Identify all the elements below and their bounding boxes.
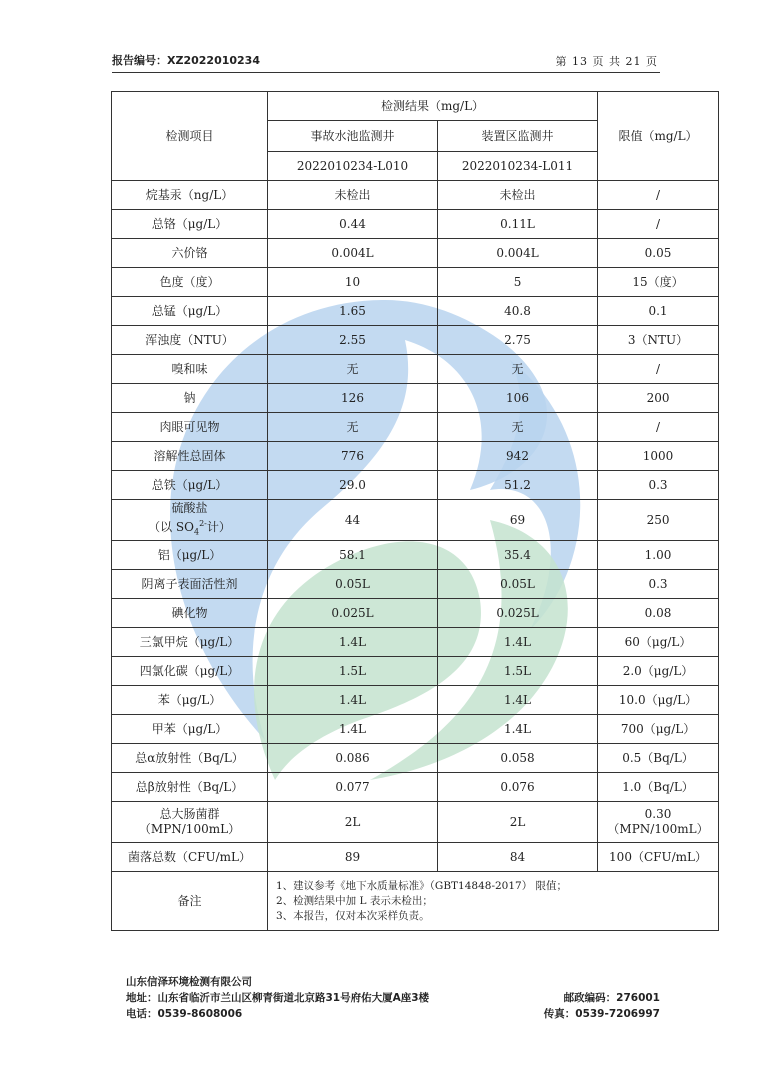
row-value-1: 58.1 [268,541,438,570]
table-row [112,181,719,210]
row-limit: 1.0（Bq/L） [598,773,719,802]
row-value-2: 无 [438,355,598,384]
row-value-1: 89 [268,843,438,872]
table-row [112,413,719,442]
remark-line: 3、本报告，仅对本次采样负责。 [276,909,430,922]
site1-header: 事故水池监测井 [268,121,438,152]
row-limit: / [598,210,719,239]
row-value-2: 84 [438,843,598,872]
row-value-2: 1.4L [438,686,598,715]
company-name: 山东信泽环境检测有限公司 [126,976,252,988]
row-limit: 0.3 [598,570,719,599]
row-limit: 200 [598,384,719,413]
page-footer [126,974,660,1022]
table-row [112,210,719,239]
row-item: 碘化物 [112,599,268,628]
row-item: 总β放射性（Bq/L） [112,773,268,802]
remark-line: 1、建议参考《地下水质量标准》（GBT14848-2017） 限值； [276,879,568,892]
row-value-1: 未检出 [268,181,438,210]
table-row [112,570,719,599]
row-item: 肉眼可见物 [112,413,268,442]
sample1-id: 2022010234-L010 [268,152,438,181]
row-limit: 250 [598,500,719,541]
row-item: 总大肠菌群 （MPN/100mL） [112,802,268,843]
row-value-2: 0.076 [438,773,598,802]
row-value-1: 0.077 [268,773,438,802]
row-value-2: 2.75 [438,326,598,355]
table-row [112,843,719,872]
row-limit: / [598,181,719,210]
row-item: 苯（μg/L） [112,686,268,715]
row-item: 六价铬 [112,239,268,268]
row-limit: 1.00 [598,541,719,570]
item-header: 检测项目 [112,92,268,181]
row-value-1: 44 [268,500,438,541]
row-value-2: 未检出 [438,181,598,210]
row-item: 阴离子表面活性剂 [112,570,268,599]
row-value-1: 1.4L [268,628,438,657]
row-item: 总锰（μg/L） [112,297,268,326]
row-limit: 0.3 [598,471,719,500]
table-row [112,384,719,413]
row-limit: 700（μg/L） [598,715,719,744]
row-limit: 0.30 （MPN/100mL） [598,802,719,843]
row-limit: 0.08 [598,599,719,628]
row-value-2: 0.004L [438,239,598,268]
table-row [112,297,719,326]
row-item: 甲苯（μg/L） [112,715,268,744]
row-value-1: 126 [268,384,438,413]
row-value-1: 2.55 [268,326,438,355]
row-item: 四氯化碳（μg/L） [112,657,268,686]
table-row [112,802,719,843]
remark-line: 2、检测结果中加 L 表示未检出； [276,894,433,907]
row-value-2: 40.8 [438,297,598,326]
row-value-1: 1.65 [268,297,438,326]
row-value-2: 106 [438,384,598,413]
row-value-1: 0.44 [268,210,438,239]
table-row [112,715,719,744]
row-value-2: 1.5L [438,657,598,686]
row-value-1: 0.05L [268,570,438,599]
row-value-2: 1.4L [438,628,598,657]
row-item: 铝（μg/L） [112,541,268,570]
report-number: 报告编号：XZ2022010234 [112,54,260,67]
row-item: 钠 [112,384,268,413]
row-value-2: 942 [438,442,598,471]
table-row [112,628,719,657]
row-value-1: 0.025L [268,599,438,628]
table-row [112,355,719,384]
row-item: 总铬（μg/L） [112,210,268,239]
row-item: 三氯甲烷（μg/L） [112,628,268,657]
table-row [112,599,719,628]
results-table [111,91,719,931]
row-value-2: 35.4 [438,541,598,570]
row-value-2: 0.11L [438,210,598,239]
row-limit: 100（CFU/mL） [598,843,719,872]
page-number: 第 13 页 共 21 页 [555,55,658,68]
result-header: 检测结果（mg/L） [268,92,598,121]
row-value-1: 0.004L [268,239,438,268]
table-row [112,326,719,355]
row-item: 菌落总数（CFU/mL） [112,843,268,872]
row-value-1: 无 [268,355,438,384]
site2-header: 装置区监测井 [438,121,598,152]
row-item: 浑浊度（NTU） [112,326,268,355]
row-item: 溶解性总固体 [112,442,268,471]
row-value-2: 0.058 [438,744,598,773]
page-header [112,50,660,73]
row-value-1: 29.0 [268,471,438,500]
row-value-2: 1.4L [438,715,598,744]
row-limit: 3（NTU） [598,326,719,355]
remarks-text [268,872,719,931]
table-row [112,268,719,297]
row-value-2: 69 [438,500,598,541]
postcode: 邮政编码：276001 [563,992,660,1004]
table-row [112,541,719,570]
table-row [112,442,719,471]
row-limit: 0.1 [598,297,719,326]
row-value-1: 无 [268,413,438,442]
row-value-1: 10 [268,268,438,297]
row-limit: 60（μg/L） [598,628,719,657]
limit-header: 限值（mg/L） [598,92,719,181]
row-limit: 10.0（μg/L） [598,686,719,715]
row-limit: / [598,413,719,442]
row-value-1: 1.4L [268,715,438,744]
table-row [112,744,719,773]
row-limit: 1000 [598,442,719,471]
row-item: 总铁（μg/L） [112,471,268,500]
row-value-1: 2L [268,802,438,843]
fax: 传真：0539-7206997 [543,1008,660,1020]
remarks-row [112,872,719,931]
row-value-2: 0.025L [438,599,598,628]
phone: 电话：0539-8608006 [126,1008,243,1020]
row-limit: 15（度） [598,268,719,297]
row-item: 硫酸盐 （以 $SO_4^{2-}$计） [112,500,268,541]
remarks-label: 备注 [112,872,268,931]
row-value-2: 5 [438,268,598,297]
row-value-2: 0.05L [438,570,598,599]
row-item: 嗅和味 [112,355,268,384]
row-limit: 0.5（Bq/L） [598,744,719,773]
row-item: 烷基汞（ng/L） [112,181,268,210]
row-value-1: 0.086 [268,744,438,773]
sample2-id: 2022010234-L011 [438,152,598,181]
row-value-2: 无 [438,413,598,442]
table-row [112,500,719,541]
row-limit: 2.0（μg/L） [598,657,719,686]
table-row [112,773,719,802]
table-row [112,239,719,268]
row-value-2: 51.2 [438,471,598,500]
company-address: 地址：山东省临沂市兰山区柳青街道北京路31号府佑大厦A座3楼 [126,992,430,1004]
table-row [112,686,719,715]
row-limit: 0.05 [598,239,719,268]
row-value-1: 776 [268,442,438,471]
row-item: 色度（度） [112,268,268,297]
row-value-2: 2L [438,802,598,843]
row-value-1: 1.5L [268,657,438,686]
table-row [112,471,719,500]
row-limit: / [598,355,719,384]
row-value-1: 1.4L [268,686,438,715]
table-row [112,657,719,686]
row-item: 总α放射性（Bq/L） [112,744,268,773]
